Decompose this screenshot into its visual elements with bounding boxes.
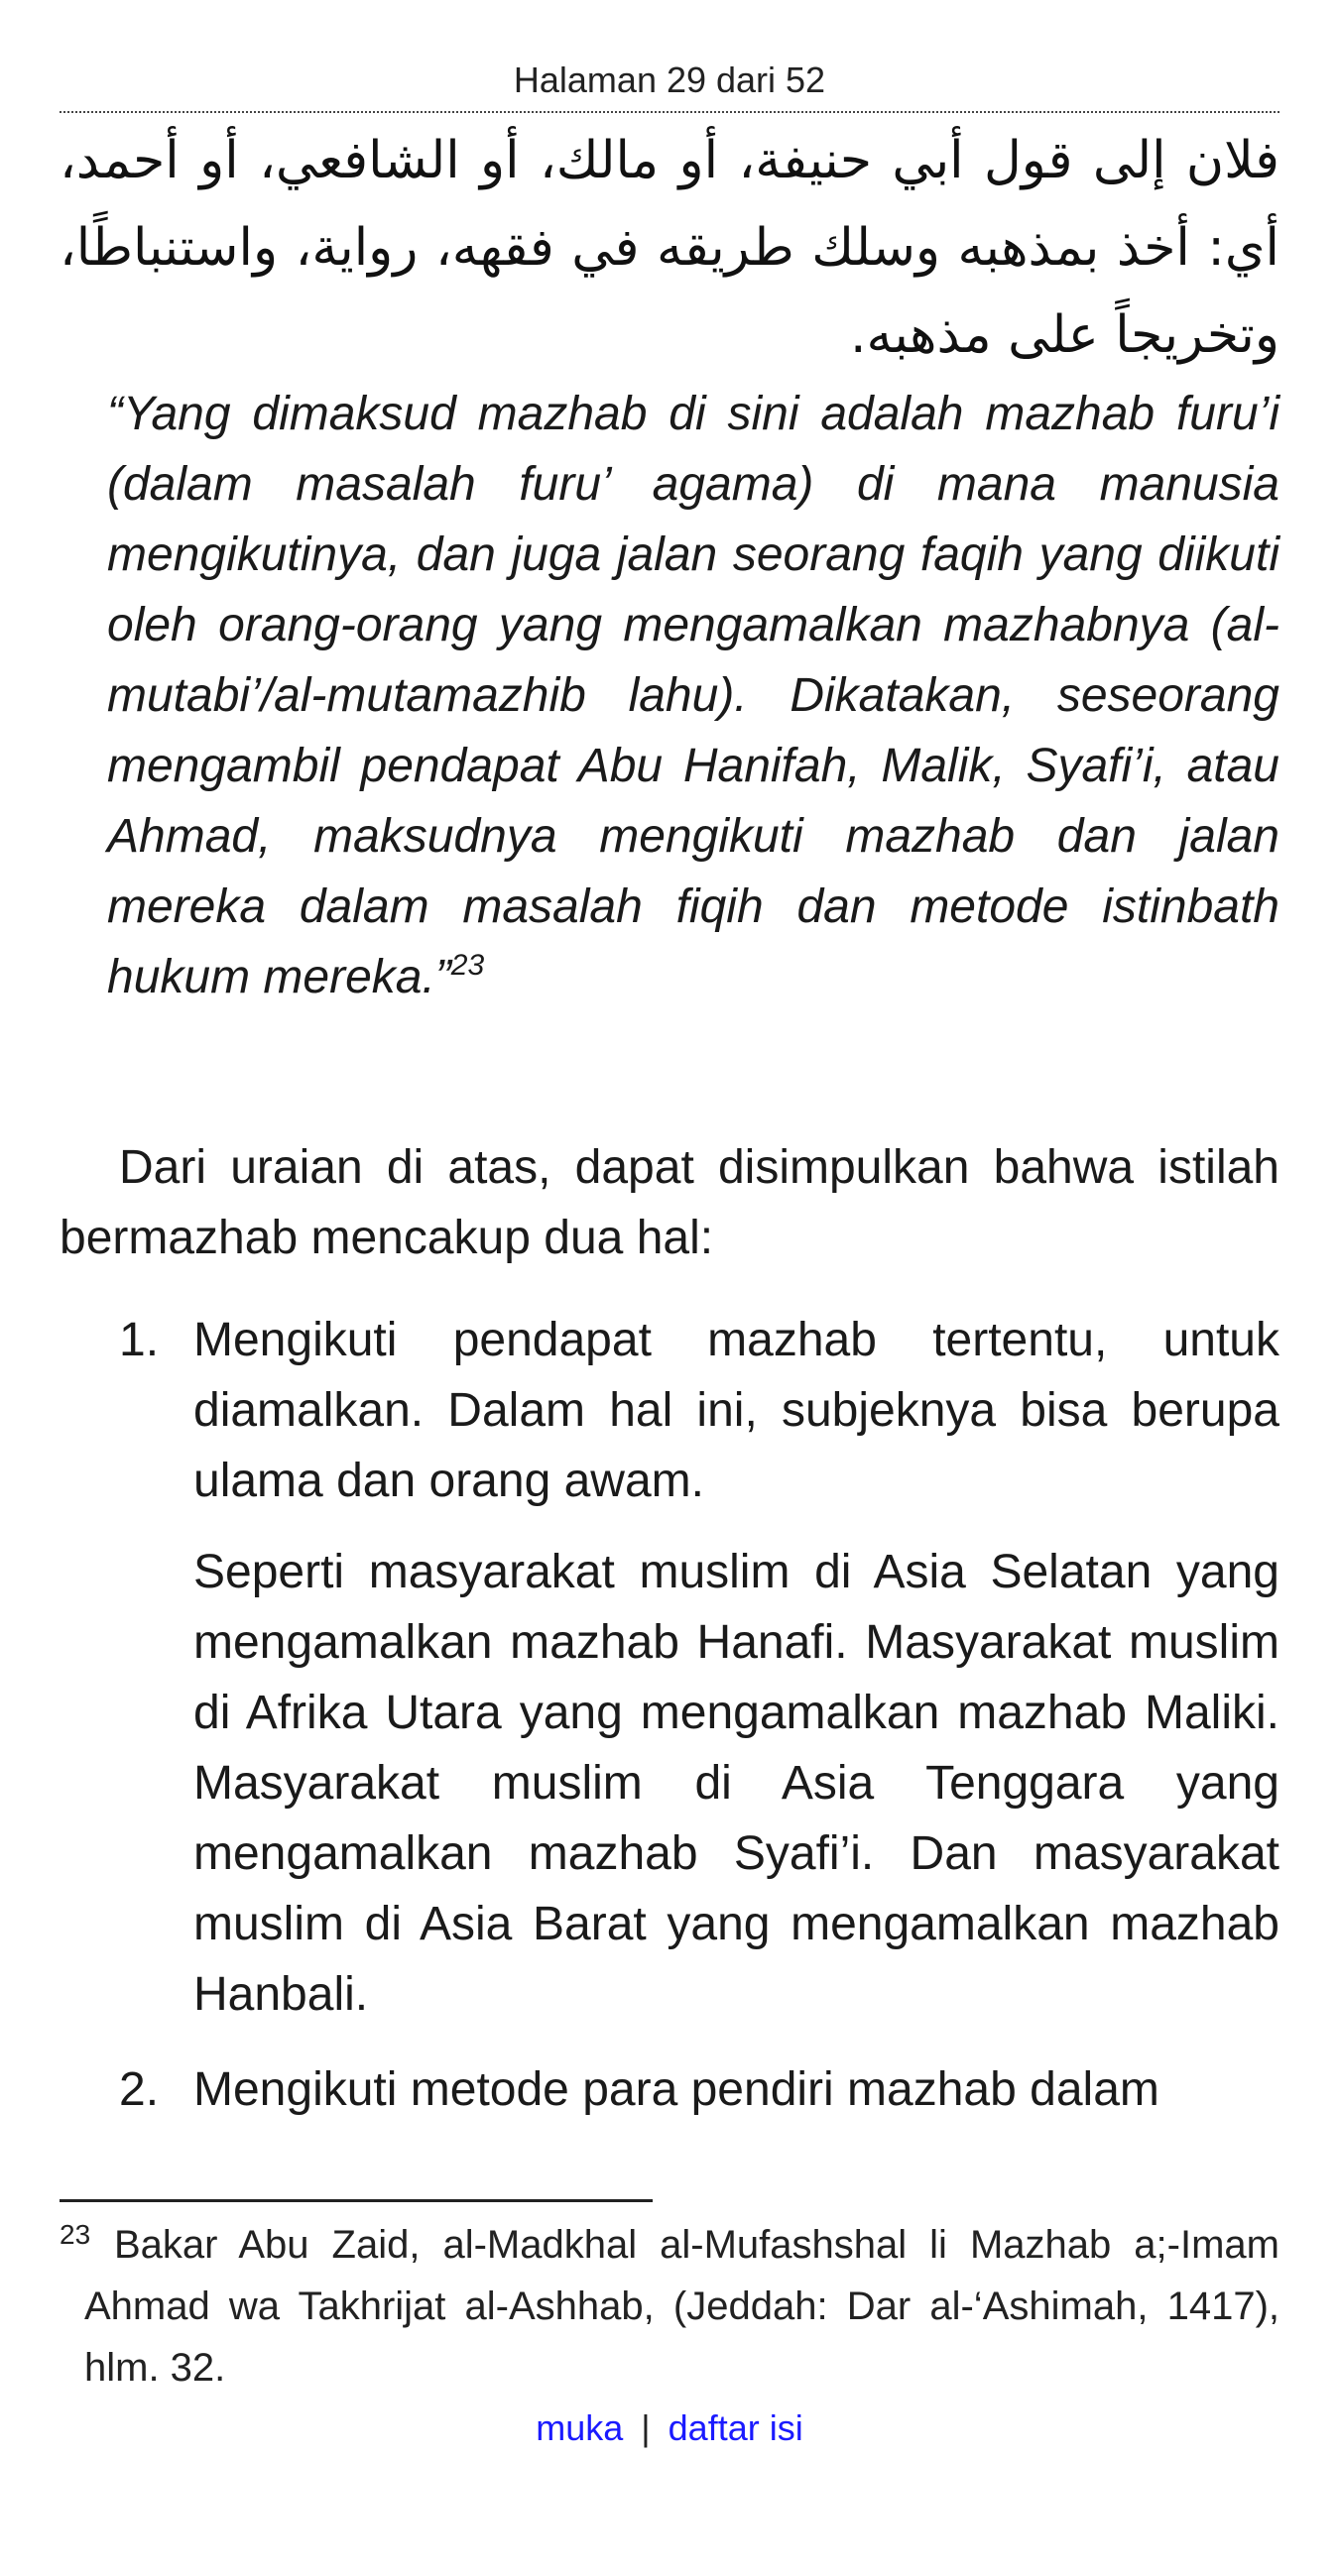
footnote-reference[interactable]: 23 [450, 949, 485, 982]
front-page-link[interactable]: muka [536, 2407, 624, 2448]
page-navigation [60, 2407, 1279, 2449]
list-item-number: 2. [119, 2063, 160, 2116]
footnote-text: Bakar Abu Zaid, al-Madkhal al-Mufashshal li Mazhab a;-Imam Ahmad wa Takhrijat al-Ashhab, (Jeddah: Dar al-‘Ashimah, 1417), hlm. 32. [84, 2223, 1279, 2390]
arabic-quote-text: فلان إلى قول أبي حنيفة، أو مالك، أو الشافعي، أو أحمد، أي: أخذ بمذهبه وسلك طريقه في فقهه، رواية، واستنباطًا، وتخريجاً على مذهبه. [60, 131, 1279, 365]
page-number-header: Halaman 29 dari 52 [513, 59, 826, 100]
list-item-text: Mengikuti pendapat mazhab tertentu, untuk diamalkan. Dalam hal ini, subjeknya bisa berupa ulama dan orang awam. [193, 1314, 1279, 1507]
list-item-number: 1. [119, 1314, 160, 1366]
translation-quote [107, 379, 1279, 1012]
quote-text: “Yang dimaksud mazhab di sini adalah mazhab furu’i (dalam masalah furu’ agama) di mana manusia mengikutinya, dan juga jalan seorang faqih yang diikuti oleh orang-orang yang mengamalkan mazhabnya (al-mutabi’/al-mutamazhib lahu). Dikatakan, seseorang mengambil pendapat Abu Hanifah, Malik, Syafi’i, atau Ahmad, maksudnya mengikuti mazhab dan jalan mereka dalam masalah fiqih dan metode istinbath hukum mereka.” [107, 388, 1279, 1003]
list-item-subparagraph: Seperti masyarakat muslim di Asia Selatan yang mengamalkan mazhab Hanafi. Masyarakat muslim di Afrika Utara yang mengamalkan mazhab Maliki. Masyarakat muslim di Asia Tenggara yang mengamalkan mazhab Syafi’i. Dan masyarakat muslim di Asia Barat yang mengamalkan mazhab Hanbali. [193, 1546, 1279, 2021]
nav-separator: | [641, 2407, 651, 2448]
header-divider [60, 111, 1279, 113]
footnote-divider [60, 2199, 653, 2202]
footnote [60, 2214, 1279, 2399]
document-page [60, 0, 1279, 2576]
body-paragraph: Dari uraian di atas, dapat disimpulkan bahwa istilah bermazhab mencakup dua hal: [60, 1141, 1279, 1264]
list-item-text: Mengikuti metode para pendiri mazhab dalam [193, 2063, 1159, 2116]
footnote-number: 23 [60, 2219, 91, 2250]
table-of-contents-link[interactable]: daftar isi [668, 2407, 803, 2448]
